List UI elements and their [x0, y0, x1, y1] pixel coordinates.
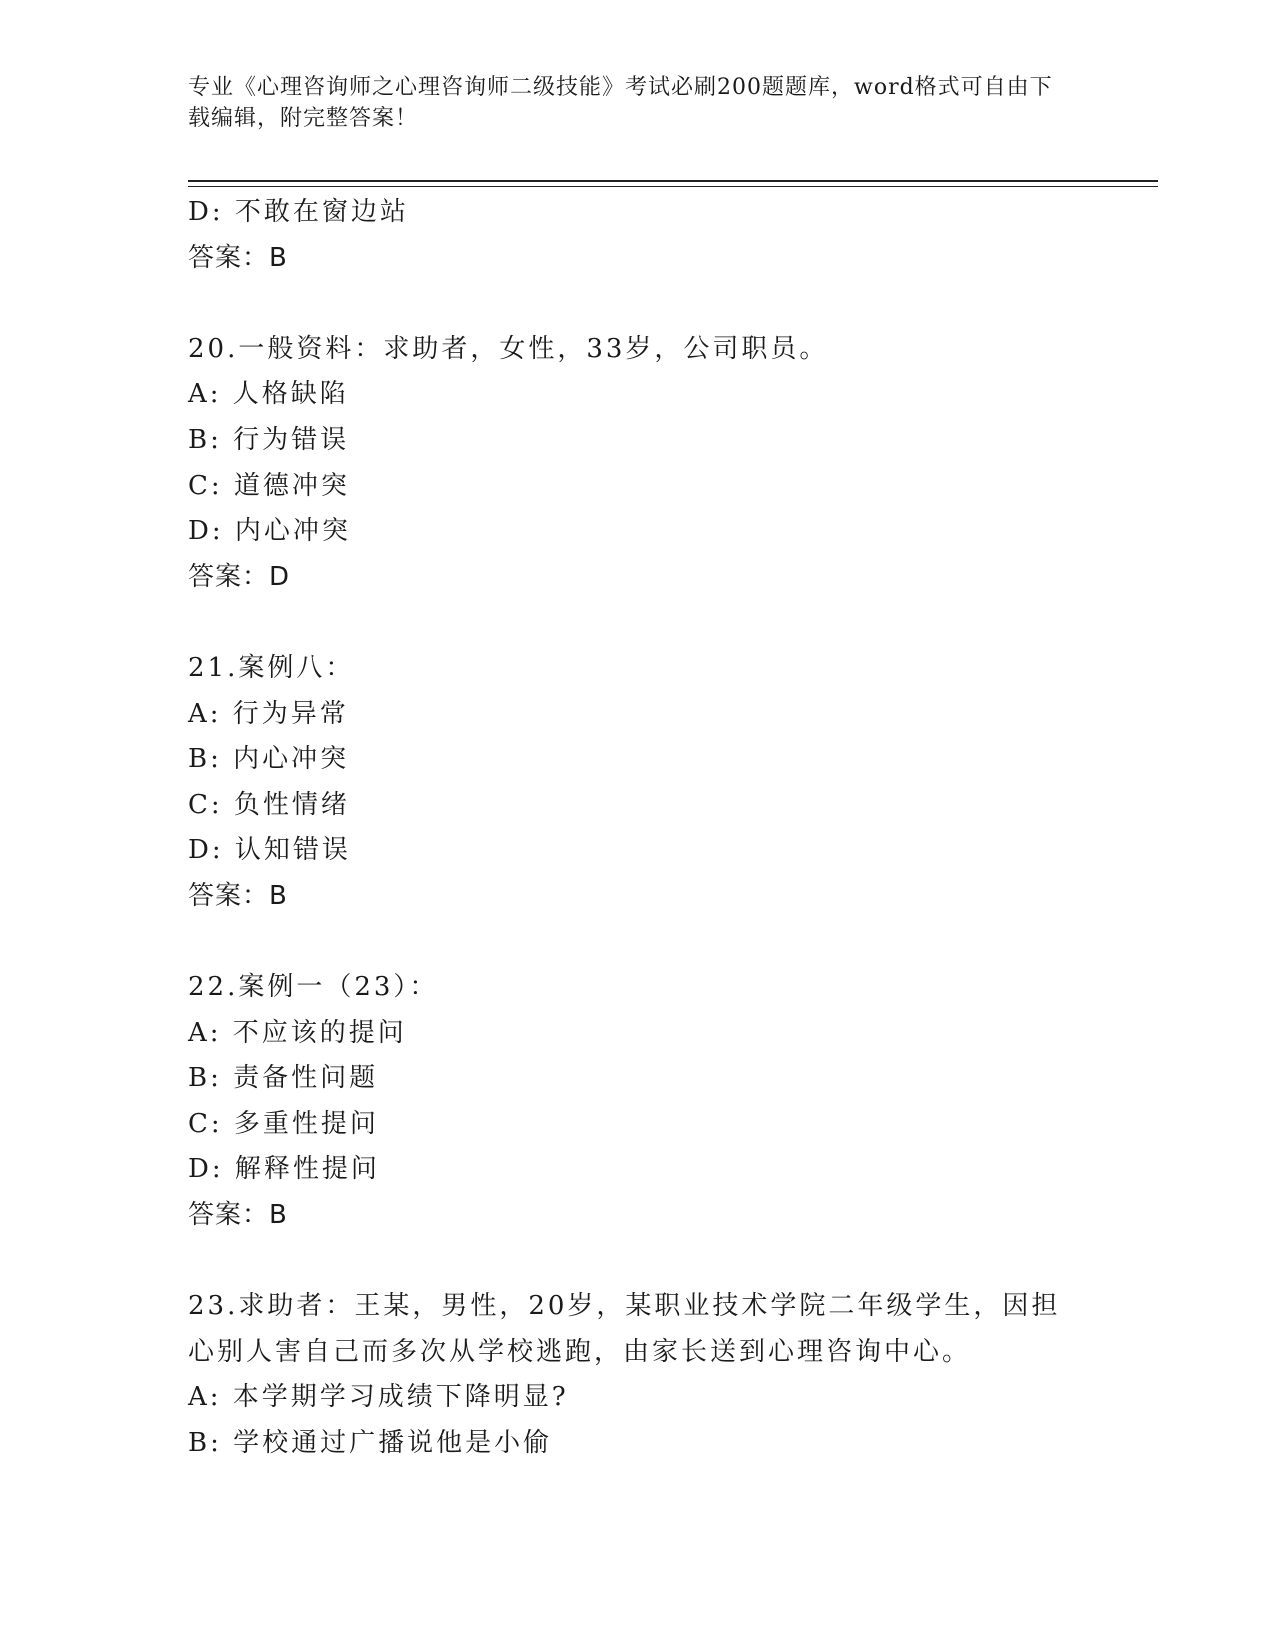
- question-stem: 21.案例八：: [188, 652, 355, 683]
- answer-line: 答案：B: [188, 1200, 288, 1231]
- option-d: D: 认知错误: [188, 835, 351, 866]
- answer-line: 答案：B: [188, 242, 288, 273]
- option-a: A: 人格缺陷: [188, 379, 349, 410]
- question-stem: 23.求助者：王某，男性，20岁，某职业技术学院二年级学生，因担心别人害自己而多次从学校逃跑，由家长送到心理咨询中心。: [188, 1291, 1061, 1367]
- option-b: B: 学校通过广播说他是小偷: [188, 1428, 553, 1459]
- option-c: C: 多重性提问: [188, 1108, 379, 1139]
- option-c: C: 道德冲突: [188, 470, 350, 501]
- option-a: A: 行为异常: [188, 698, 349, 729]
- option-d: D: 不敢在窗边站: [188, 197, 409, 227]
- option-a: A: 本学期学习成绩下降明显?: [188, 1382, 569, 1413]
- option-b: B: 内心冲突: [188, 744, 350, 775]
- question-stem: 22.案例一（23）：: [188, 972, 439, 1003]
- option-b: B: 责备性问题: [188, 1063, 379, 1094]
- option-d: D: 解释性提问: [188, 1154, 380, 1185]
- option-b: B: 行为错误: [188, 424, 350, 455]
- question-list: [188, 190, 1088, 1467]
- header-divider: [188, 180, 1158, 187]
- document-header: 专业《心理咨询师之心理咨询师二级技能》考试必刷200题题库，word格式可自由下载编辑，附完整答案！: [188, 75, 1053, 131]
- answer-line: 答案：B: [188, 880, 288, 911]
- question-stem: 20.一般资料：求助者，女性，33岁，公司职员。: [188, 333, 829, 364]
- option-c: C: 负性情绪: [188, 789, 350, 820]
- option-a: A: 不应该的提问: [188, 1017, 407, 1048]
- answer-line: 答案：D: [188, 561, 291, 592]
- option-d: D: 内心冲突: [188, 516, 351, 547]
